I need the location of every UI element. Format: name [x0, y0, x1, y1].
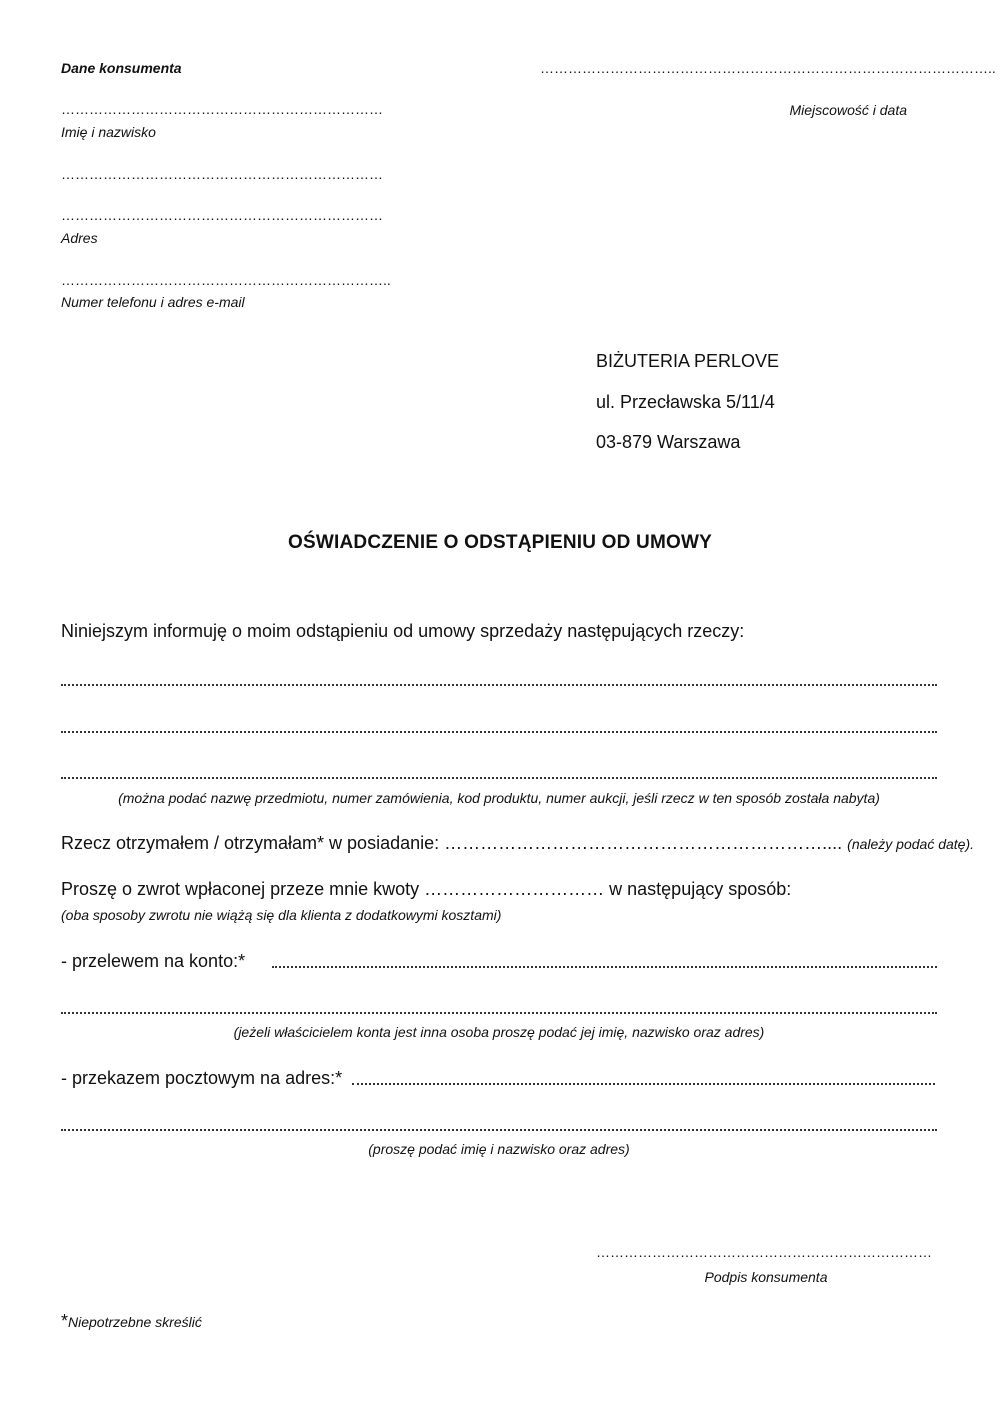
consumer-contact-label: Numer telefonu i adres e-mail: [61, 294, 245, 310]
footnote: [61, 1311, 202, 1332]
items-line-3[interactable]: [61, 777, 937, 779]
postal-hint: (proszę podać imię i nazwisko oraz adres): [368, 1141, 630, 1157]
items-line-1[interactable]: [61, 684, 937, 686]
signature-field[interactable]: ………………………………………………………………: [596, 1244, 932, 1260]
received-hint: (należy podać datę).: [847, 836, 975, 852]
place-date-field[interactable]: ……………………………………………………………………………………..: [540, 60, 996, 76]
transfer-hint: (jeżeli właścicielem konta jest inna osoba proszę podać jej imię, nazwisko oraz adres): [233, 1024, 765, 1040]
postal-address-line[interactable]: [352, 1083, 935, 1085]
footnote-text: Niepotrzebne skreślić: [68, 1314, 202, 1330]
transfer-account-line[interactable]: [272, 966, 937, 968]
signature-label: Podpis konsumenta: [704, 1269, 828, 1285]
place-date-label: Miejscowość i data: [789, 102, 907, 118]
footnote-star: *: [61, 1311, 69, 1331]
transfer-label: - przelewem na konto:*: [61, 951, 246, 971]
recipient-city: 03-879 Warszawa: [596, 432, 741, 452]
transfer-extra-line[interactable]: [61, 1012, 937, 1014]
recipient-name: BIŻUTERIA PERLOVE: [596, 351, 780, 371]
refund-hint: (oba sposoby zwrotu nie wiążą się dla klienta z dodatkowymi kosztami): [61, 907, 502, 923]
document-title: OŚWIADCZENIE O ODSTĄPIENIU OD UMOWY: [288, 532, 712, 553]
postal-label: - przekazem pocztowym na adres:*: [61, 1068, 343, 1088]
consumer-address-label: Adres: [61, 230, 98, 246]
consumer-header: Dane konsumenta: [61, 60, 182, 76]
items-hint: (można podać nazwę przedmiotu, numer zamówienia, kod produktu, numer aukcji, jeśli rzecz w ten sposób została nabyta): [118, 790, 880, 806]
consumer-address-field-2[interactable]: ……………………………………………………………: [61, 207, 383, 223]
intro-text: Niniejszym informuję o moim odstąpieniu od umowy sprzedaży następujących rzeczy:: [61, 621, 745, 641]
refund-text[interactable]: Proszę o zwrot wpłaconej przeze mnie kwoty ………………………… w następujący sposób:: [61, 879, 792, 899]
consumer-name-label: Imię i nazwisko: [61, 124, 156, 140]
items-line-2[interactable]: [61, 731, 937, 733]
received-text: [61, 833, 974, 854]
recipient-street: ul. Przecławska 5/11/4: [596, 392, 775, 412]
consumer-address-field-1[interactable]: ……………………………………………………………: [61, 166, 383, 182]
postal-extra-line[interactable]: [61, 1129, 937, 1131]
consumer-name-field[interactable]: ……………………………………………………………: [61, 101, 383, 117]
received-line[interactable]: Rzecz otrzymałem / otrzymałam* w posiadanie: ………………………………………………………....: [61, 833, 843, 853]
consumer-contact-field[interactable]: ……………………………………………………………..: [61, 272, 391, 288]
